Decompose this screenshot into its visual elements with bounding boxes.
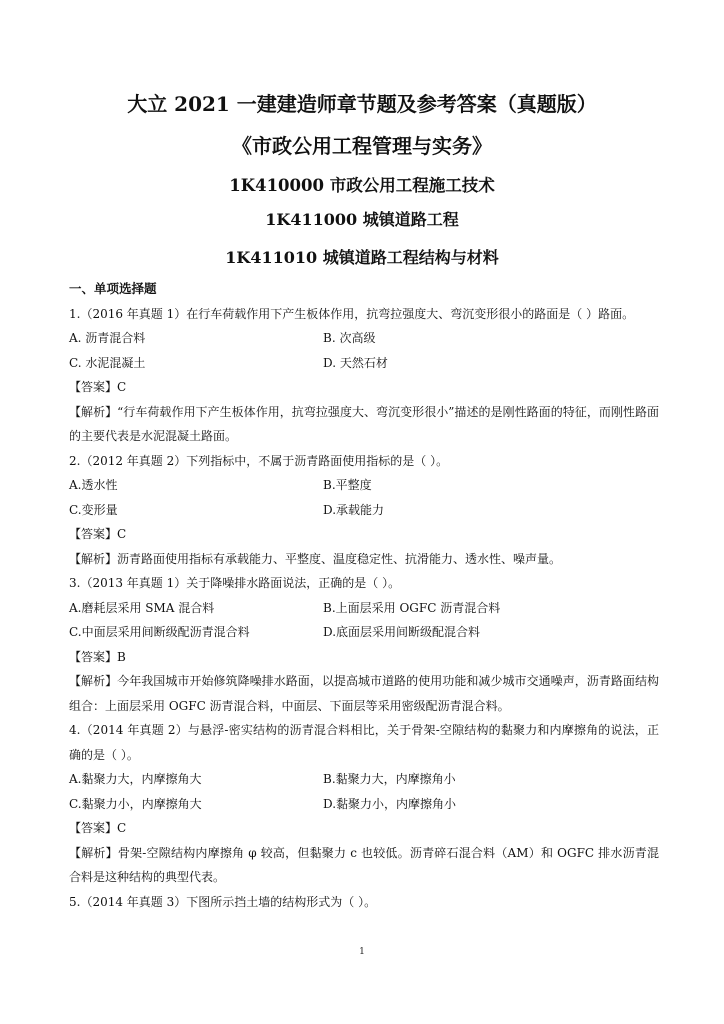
option: A.黏聚力大，内摩擦角大 [69, 772, 202, 786]
option: A. 沥青混合料 [69, 331, 146, 345]
analysis: 【解析】骨架-空隙结构内摩擦角 φ 较高，但黏聚力 c 也较低。沥青碎石混合料（AM）和 OGFC 排水沥青混合料是这种结构的典型代表。 [69, 845, 659, 884]
option: D.底面层采用间断级配混合料 [323, 625, 481, 639]
option-row [69, 596, 659, 621]
document-title: 大立 2021 一建建造师章节题及参考答案（真题版） [127, 92, 597, 116]
question-stem: 2.（2012 年真题 2）下列指标中，不属于沥青路面使用指标的是（ ）。 [69, 453, 449, 468]
option-row [69, 473, 659, 498]
option-row [69, 351, 659, 376]
option-row [69, 792, 659, 817]
book-title: 《市政公用工程管理与实务》 [232, 134, 492, 158]
option-row [69, 326, 659, 351]
option: B. 次高级 [323, 331, 376, 345]
option: D.承载能力 [323, 502, 385, 517]
option: D. 天然石材 [323, 355, 388, 370]
option: B.平整度 [323, 478, 372, 492]
analysis: 【解析】沥青路面使用指标有承载能力、平整度、温度稳定性、抗滑能力、透水性、噪声量。 [69, 551, 562, 566]
answer: 【答案】C [69, 821, 127, 835]
question-stem: 1.（2016 年真题 1）在行车荷载作用下产生板体作用，抗弯拉强度大、弯沉变形很小的路面是（ ）路面。 [69, 306, 635, 321]
section-heading: 1K411000 城镇道路工程 [265, 210, 459, 229]
analysis: 【解析】“行车荷载作用下产生板体作用，抗弯拉强度大、弯沉变形很小”描述的是刚性路面的特征，而刚性路面的主要代表是水泥混凝土路面。 [69, 404, 659, 443]
option: D.黏聚力小，内摩擦角小 [323, 796, 457, 811]
question-stem: 5.（2014 年真题 3）下图所示挡土墙的结构形式为（ ）。 [69, 894, 377, 909]
option: C. 水泥混凝土 [69, 355, 146, 370]
option: B.上面层采用 OGFC 沥青混合料 [323, 600, 501, 615]
question-list [69, 277, 659, 914]
option: A.磨耗层采用 SMA 混合料 [69, 600, 215, 615]
option: A.透水性 [69, 478, 118, 492]
analysis: 【解析】今年我国城市开始修筑降噪排水路面，以提高城市道路的使用功能和减少城市交通噪声，沥青路面结构组合：上面层采用 OGFC 沥青混合料，中面层、下面层等采用密级配沥青混合料。 [69, 674, 659, 713]
chapter-heading: 1K410000 市政公用工程施工技术 [229, 176, 495, 195]
option-row [69, 620, 659, 645]
answer: 【答案】B [69, 649, 126, 664]
option: C.变形量 [69, 502, 118, 517]
answer: 【答案】C [69, 527, 127, 541]
answer: 【答案】C [69, 380, 127, 394]
option-row [69, 498, 659, 523]
option-row [69, 767, 659, 792]
option: B.黏聚力大，内摩擦角小 [323, 772, 456, 786]
option: C.黏聚力小，内摩擦角大 [69, 796, 202, 811]
question-type-heading: 一、单项选择题 [69, 281, 157, 296]
page-number: 1 [359, 947, 365, 957]
question-stem: 3.（2013 年真题 1）关于降噪排水路面说法，正确的是（ ）。 [69, 576, 401, 590]
subsection-heading: 1K411010 城镇道路工程结构与材料 [225, 248, 499, 267]
question-stem: 4.（2014 年真题 2）与悬浮-密实结构的沥青混合料相比，关于骨架-空隙结构的黏聚力和内摩擦角的说法，正确的是（ ）。 [69, 723, 659, 762]
option: C.中面层采用间断级配沥青混合料 [69, 625, 250, 639]
